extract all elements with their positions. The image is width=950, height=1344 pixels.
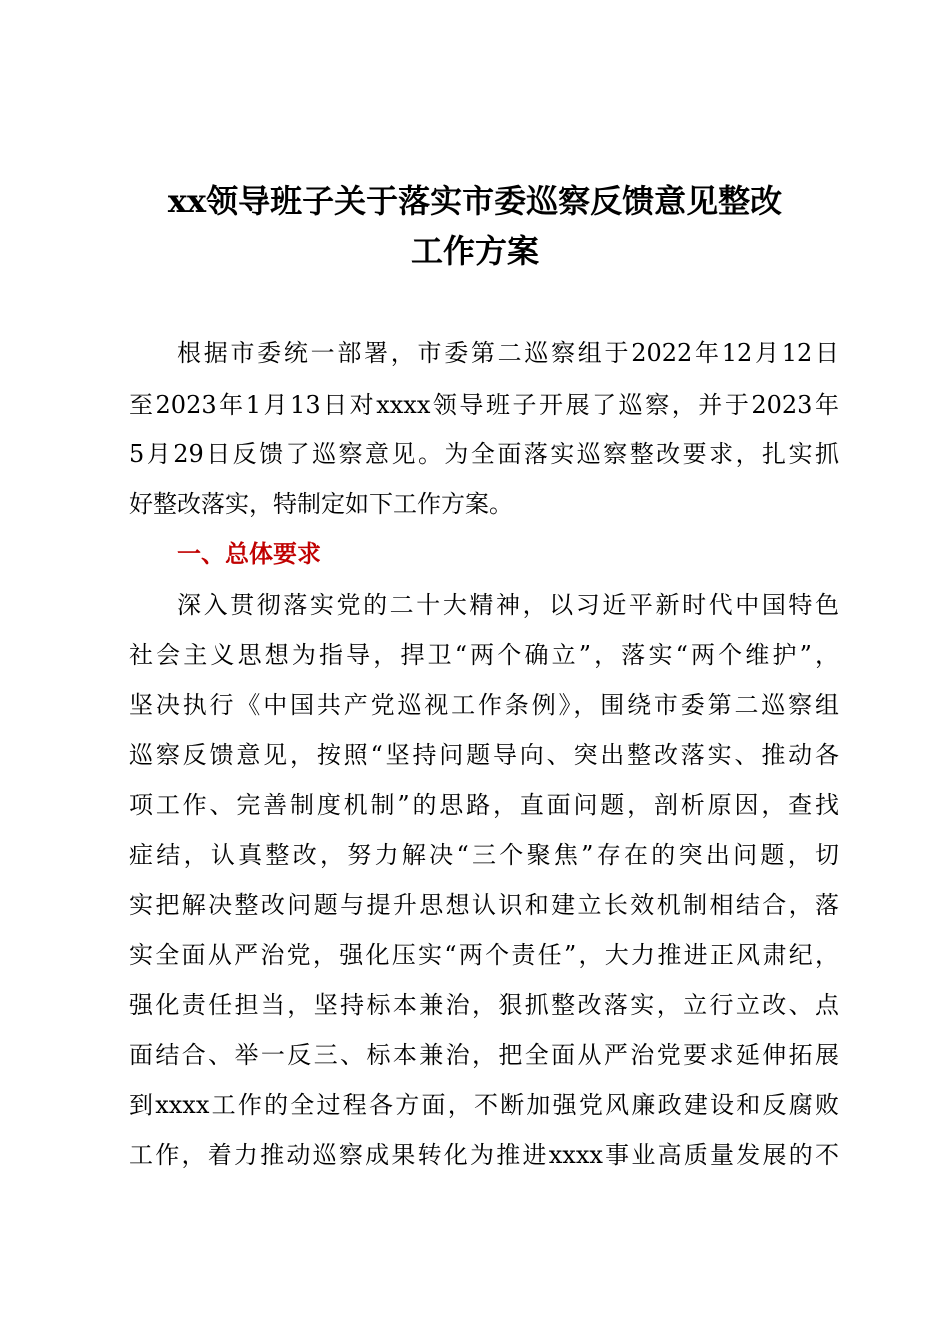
- body-paragraph-line: 强化责任担当，坚持标本兼治，狠抓整改落实，立行立改、点: [129, 991, 839, 1019]
- body-paragraph-line: 到xxxx工作的全过程各方面，不断加强党风廉政建设和反腐败: [129, 1091, 839, 1119]
- body-paragraph-line: 实把解决整改问题与提升思想认识和建立长效机制相结合，落: [129, 891, 839, 919]
- body-paragraph-line: 项工作、完善制度机制”的思路，直面问题，剖析原因，查找: [129, 791, 839, 819]
- body-paragraph-line: 社会主义思想为指导，捍卫“两个确立”，落实“两个维护”，: [129, 641, 839, 669]
- body-paragraph-line: 坚决执行《中国共产党巡视工作条例》，围绕市委第二巡察组: [129, 691, 839, 719]
- document-title-line-1: xx领导班子关于落实市委巡察反馈意见整改: [167, 182, 783, 220]
- intro-paragraph-line: 5月29日反馈了巡察意见。为全面落实巡察整改要求，扎实抓: [129, 440, 839, 468]
- intro-paragraph-line: 至2023年1月13日对xxxx领导班子开展了巡察，并于2023年: [129, 391, 839, 419]
- body-paragraph-line: 面结合、举一反三、标本兼治，把全面从严治党要求延伸拓展: [129, 1041, 839, 1069]
- body-paragraph-line: 巡察反馈意见，按照“坚持问题导向、突出整改落实、推动各: [129, 741, 839, 769]
- intro-paragraph-line: 好整改落实，特制定如下工作方案。: [129, 490, 513, 518]
- body-paragraph-line: 症结，认真整改，努力解决“三个聚焦”存在的突出问题，切: [129, 841, 839, 869]
- intro-paragraph-line: 根据市委统一部署，市委第二巡察组于2022年12月12日: [177, 339, 839, 367]
- body-paragraph-line: 实全面从严治党，强化压实“两个责任”，大力推进正风肃纪，: [129, 941, 839, 969]
- document-title-line-2: 工作方案: [410, 232, 539, 270]
- body-paragraph-line: 工作，着力推动巡察成果转化为推进xxxx事业高质量发展的不: [129, 1141, 839, 1169]
- body-paragraph-line: 深入贯彻落实党的二十大精神，以习近平新时代中国特色: [177, 591, 839, 619]
- section-heading: 一、总体要求: [177, 540, 321, 568]
